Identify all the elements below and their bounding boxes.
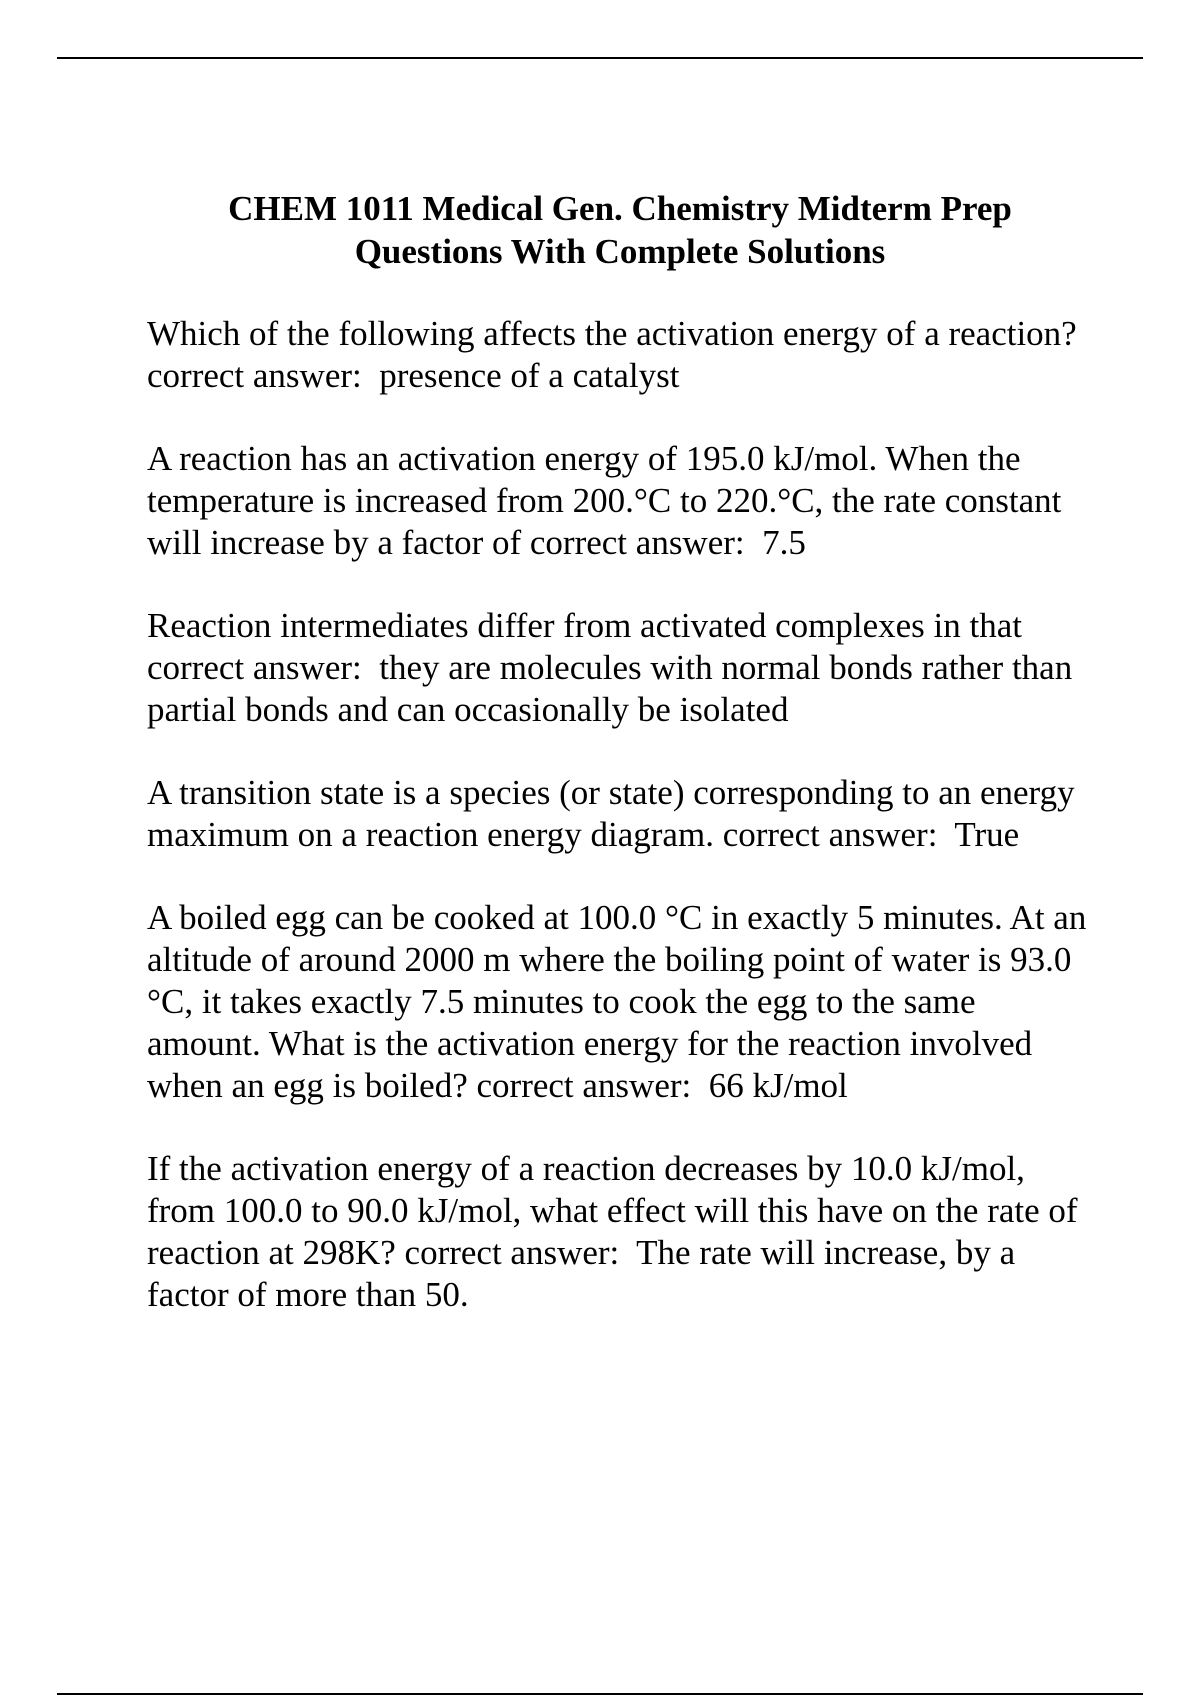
title-line-1: CHEM 1011 Medical Gen. Chemistry Midterm Prep xyxy=(228,189,1012,228)
qa-item-5 xyxy=(147,897,1097,1107)
answer-text: The rate will increase, by a factor of more than 50. xyxy=(147,1233,1024,1314)
qa-item-2 xyxy=(147,438,1097,564)
title-line-2: Questions With Complete Solutions xyxy=(354,232,886,271)
qa-item-6 xyxy=(147,1148,1097,1316)
qa-item-1 xyxy=(147,313,1097,397)
answer-text: they are molecules with normal bonds rather than partial bonds and can occasionally be isolated xyxy=(147,648,1081,729)
top-divider xyxy=(57,57,1143,59)
document-title xyxy=(150,187,1090,273)
qa-list xyxy=(147,313,1097,1357)
answer-label: correct answer: xyxy=(529,523,745,562)
qa-item-4 xyxy=(147,772,1097,856)
bottom-divider xyxy=(57,1693,1143,1695)
answer-label: correct answer: xyxy=(404,1233,620,1272)
answer-label: correct answer: xyxy=(147,356,362,395)
question-text: If the activation energy of a reaction decreases by 10.0 kJ/mol, from 100.0 to 90.0 kJ/mol, what effect will this have on the rate of reaction at 298K? xyxy=(147,1149,1087,1272)
answer-text: True xyxy=(954,815,1020,854)
question-text: A boiled egg can be cooked at 100.0 °C in exactly 5 minutes. At an altitude of around 2000 m where the boiling point of water is 93.0 °C, it takes exactly 7.5 minutes to cook the egg to the same amount. What is the activation energy for the reaction involved when an egg is boiled? xyxy=(147,898,1096,1105)
question-text: A transition state is a species (or state) corresponding to an energy maximum on a reaction energy diagram. xyxy=(147,773,1084,854)
answer-label: correct answer: xyxy=(722,815,938,854)
question-text: Which of the following affects the activation energy of a reaction? xyxy=(147,314,1077,353)
answer-label: correct answer: xyxy=(476,1066,692,1105)
answer-text: presence of a catalyst xyxy=(379,356,680,395)
answer-text: 66 kJ/mol xyxy=(708,1066,848,1105)
answer-text: 7.5 xyxy=(762,523,806,562)
question-text: A reaction has an activation energy of 195.0 kJ/mol. When the temperature is increased from 200.°C to 220.°C, the rate constant will increase by a factor of xyxy=(147,439,1071,562)
qa-item-3 xyxy=(147,605,1097,731)
answer-label: correct answer: xyxy=(147,648,362,687)
question-text: Reaction intermediates differ from activated complexes in that xyxy=(147,606,1022,645)
